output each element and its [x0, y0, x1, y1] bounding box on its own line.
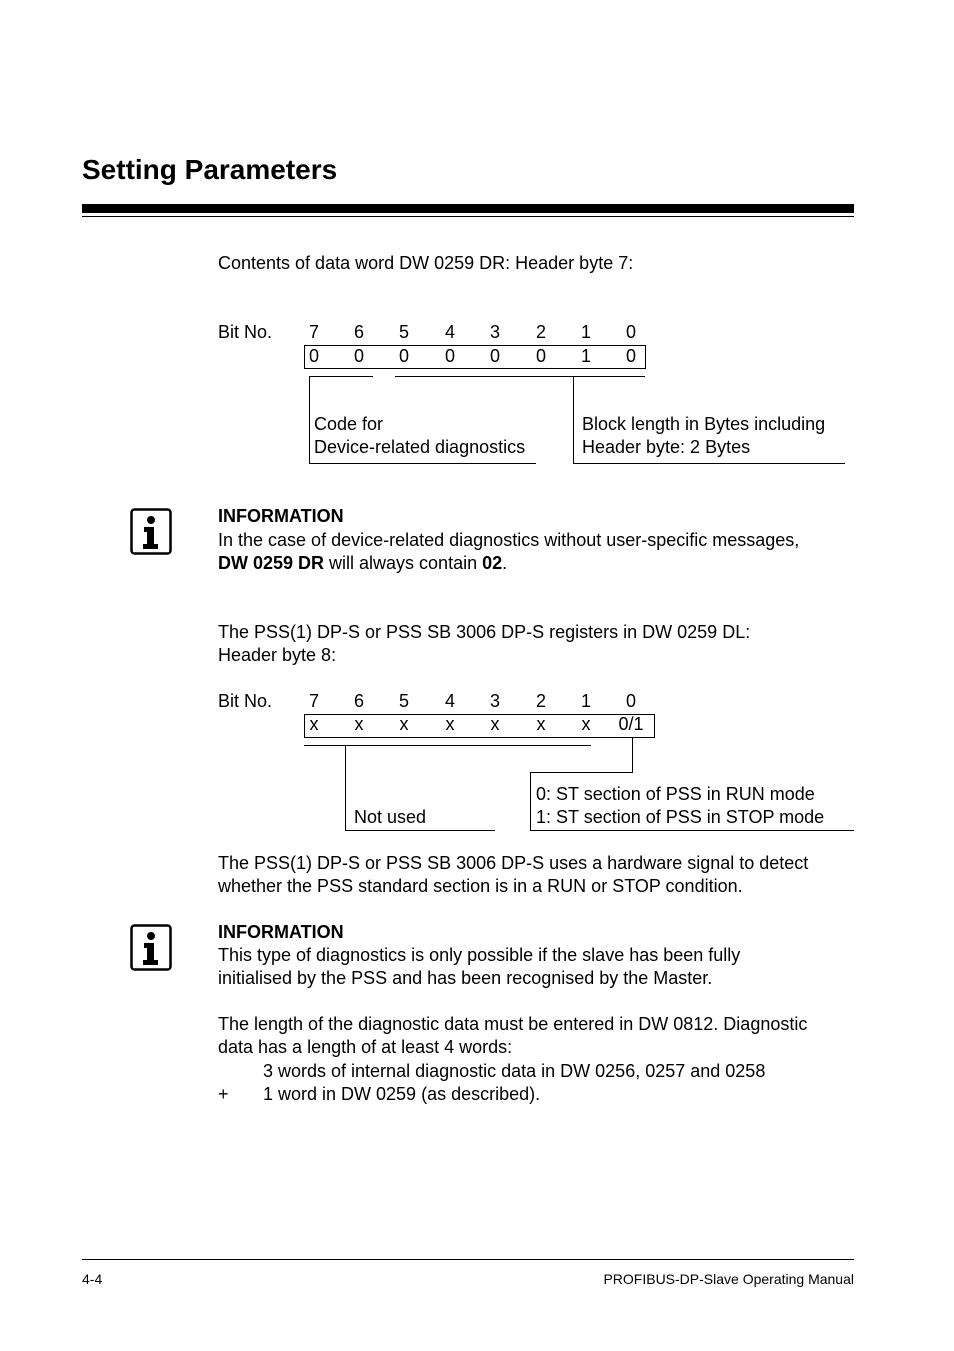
- bit-value: x: [490, 714, 500, 734]
- bit-value: x: [354, 714, 364, 734]
- info-text-line1: In the case of device-related diagnostics without user-specific messages,: [218, 530, 800, 550]
- bit-value: 0: [308, 346, 319, 366]
- bit-number-row: [302, 690, 662, 712]
- bit-number: 3: [489, 691, 500, 711]
- section1-intro: Contents of data word DW 0259 DR: Header byte 7:: [218, 253, 634, 273]
- bit-number: 3: [489, 322, 500, 342]
- bit-value: x: [536, 714, 546, 734]
- bit-value: 0: [489, 346, 500, 366]
- bit-value: 0/1: [618, 714, 644, 734]
- info-text-mid: will always contain: [324, 553, 483, 573]
- bit-number: 7: [308, 322, 319, 342]
- bit-value: 0: [535, 346, 546, 366]
- bit-number: 2: [535, 691, 546, 711]
- bracket-line: [530, 830, 854, 831]
- information-icon: [130, 924, 172, 971]
- header-rule-thin: [82, 216, 854, 217]
- bracket-line: [632, 738, 633, 773]
- bracket-line: [345, 745, 346, 831]
- page-number: 4-4: [82, 1271, 103, 1287]
- bracket-line: [309, 376, 373, 377]
- info-heading: INFORMATION: [218, 506, 344, 526]
- code-label-line2: Device-related diagnostics: [314, 437, 526, 457]
- bit-value-row: [302, 345, 662, 367]
- section2-text-line1: The PSS(1) DP-S or PSS SB 3006 DP-S uses a hardware signal to detect: [218, 853, 809, 873]
- manual-title: PROFIBUS-DP-Slave Operating Manual: [603, 1271, 854, 1287]
- bit-number: 4: [444, 322, 455, 342]
- bit-value: x: [445, 714, 455, 734]
- section2-text-line2: whether the PSS standard section is in a RUN or STOP condition.: [218, 876, 743, 896]
- bit-number: 0: [625, 322, 636, 342]
- length-paragraph-line1: The length of the diagnostic data must be entered in DW 0812. Diagnostic: [218, 1014, 808, 1034]
- bit-value: 0: [444, 346, 455, 366]
- bracket-line: [309, 463, 536, 464]
- length-paragraph-line2: data has a length of at least 4 words:: [218, 1037, 513, 1057]
- code-label-line1: Code for: [314, 414, 384, 434]
- bracket-line: [530, 772, 531, 831]
- bracket-line: [345, 830, 495, 831]
- section2-intro-line1: The PSS(1) DP-S or PSS SB 3006 DP-S registers in DW 0259 DL:: [218, 622, 751, 642]
- block-length-label-line2: Header byte: 2 Bytes: [582, 437, 751, 457]
- bit-number: 5: [398, 322, 409, 342]
- bracket-line: [304, 745, 591, 746]
- header-rule-thick: [82, 204, 854, 213]
- bit-number-label: Bit No.: [218, 691, 273, 711]
- bracket-line: [530, 772, 633, 773]
- bit-number: 7: [308, 691, 319, 711]
- bit-number: 1: [580, 691, 591, 711]
- bit-value: 0: [353, 346, 364, 366]
- bit-number: 6: [353, 322, 364, 342]
- section2-intro-line2: Header byte 8:: [218, 645, 337, 665]
- info-heading: INFORMATION: [218, 922, 344, 942]
- page-title: Setting Parameters: [82, 154, 338, 185]
- list-item-dw0259: 1 word in DW 0259 (as described).: [263, 1084, 541, 1104]
- bracket-line: [573, 463, 845, 464]
- list-item-internal-words: 3 words of internal diagnostic data in DW 0256, 0257 and 0258: [263, 1061, 766, 1081]
- info-text-line2: initialised by the PSS and has been recognised by the Master.: [218, 968, 713, 988]
- bit-number-row: [302, 321, 662, 343]
- info-text-line1: This type of diagnostics is only possible if the slave has been fully: [218, 945, 741, 965]
- bit-number: 1: [580, 322, 591, 342]
- information-icon: [130, 508, 172, 555]
- bracket-line: [395, 376, 645, 377]
- bit-value: 1: [580, 346, 591, 366]
- list-plus-sign: +: [218, 1084, 229, 1104]
- bit-value: x: [581, 714, 591, 734]
- not-used-label: Not used: [354, 807, 427, 827]
- info-bold-value: 02: [482, 553, 503, 573]
- stop-mode-label: 1: ST section of PSS in STOP mode: [536, 807, 825, 827]
- bracket-line: [309, 376, 310, 464]
- info-text-end: .: [502, 553, 508, 573]
- bit-value: 0: [625, 346, 636, 366]
- bit-number: 4: [444, 691, 455, 711]
- info-text-line2: [218, 552, 507, 575]
- bit-value: 0: [398, 346, 409, 366]
- bit-value: x: [309, 714, 319, 734]
- bit-number-label: Bit No.: [218, 322, 273, 342]
- run-mode-label: 0: ST section of PSS in RUN mode: [536, 784, 815, 804]
- bit-number: 6: [353, 691, 364, 711]
- block-length-label-line1: Block length in Bytes including: [582, 414, 826, 434]
- bit-number: 2: [535, 322, 546, 342]
- bit-number: 5: [398, 691, 409, 711]
- bit-number: 0: [625, 691, 636, 711]
- bit-value-row: [302, 713, 662, 735]
- bit-value: x: [399, 714, 409, 734]
- info-bold-dw: DW 0259 DR: [218, 553, 325, 573]
- bracket-line: [573, 376, 574, 464]
- footer-rule: [82, 1259, 854, 1260]
